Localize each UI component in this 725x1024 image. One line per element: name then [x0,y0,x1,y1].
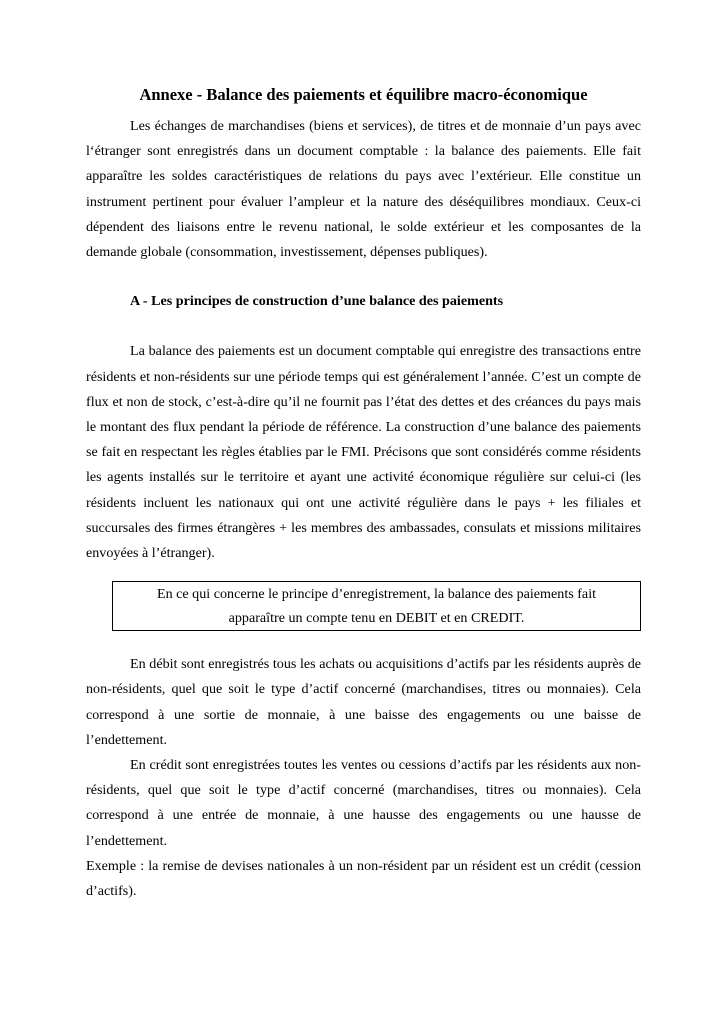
principle-box-line-2: apparaître un compte tenu en DEBIT et en CREDIT. [228,610,525,627]
spacer [86,314,641,339]
document-page [86,84,641,904]
spacer [86,265,641,289]
section-a-heading: A - Les principes de construction d’une balance des paiements [130,293,504,310]
principle-box [112,581,641,631]
debit-paragraph: En débit sont enregistrés tous les achats ou acquisitions d’actifs par les résidents auprès de non-résidents, quel que soit le type d’actif concerné (marchandises, titres ou monnaies). Cela correspond à une sortie de monnaie, à une baisse des engagements ou une baisse de l’endettement. [86,656,641,748]
intro-paragraph: Les échanges de marchandises (biens et services), de titres et de monnaie d’un pays avec l‘étranger sont enregistrés dans un document comptable : la balance des paiements. Elle fait apparaître les soldes caractéristiques de relations du pays avec l’extérieur. Elle constitue un instrument pertinent pour évaluer l’ampleur et la nature des déséquilibres mondiaux. Ceux-ci dépendent des liaisons entre le revenu national, le solde extérieur et les composantes de la demande globale (consommation, investissement, dépenses publiques). [86,118,641,261]
spacer [86,631,641,652]
credit-paragraph: En crédit sont enregistrées toutes les ventes ou cessions d’actifs par les résidents aux non-résidents, quel que soit le type d’actif concerné (marchandises, titres ou monnaies). Cela correspond à une entrée de monnaie, à une hausse des engagements ou une hausse de l’endettement. [86,757,641,849]
document-title: Annexe - Balance des paiements et équilibre macro-économique [139,85,588,104]
spacer [86,566,641,581]
example-paragraph: Exemple : la remise de devises nationales à un non-résident par un résident est un crédit (cession d’actifs). [86,857,641,900]
section-a-paragraph: La balance des paiements est un document comptable qui enregistre des transactions entre résidents et non-résidents sur une période temps qui est généralement l’année. C’est un compte de flux et non de stock, c’est-à-dire qu’il ne fournit pas l’état des dettes et des créances du pays mais le montant des flux pendant la période de référence. La construction d’une balance des paiements se fait en respectant les règles établies par le FMI. Précisons que sont considérés comme résidents les agents installés sur le territoire et ayant une activité économique régulière sur celui-ci (les résidents incluent les nationaux qui ont une activité régulière dans le pays + les filiales et succursales des firmes étrangères + les membres des ambassades, consulats et missions militaires envoyées à l’étranger). [86,343,641,562]
principle-box-line-1: En ce qui concerne le principe d’enregistrement, la balance des paiements fait [156,586,597,603]
